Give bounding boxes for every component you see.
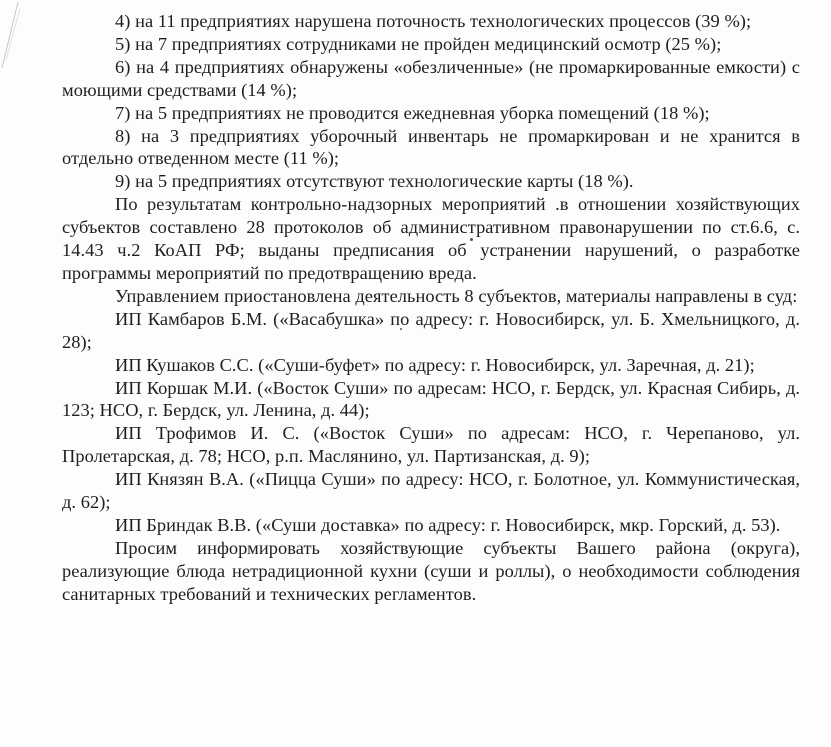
entrepreneur-entry: ИП Кушаков С.С. («Суши-буфет» по адресу: г. Новосибирск, ул. Заречная, д. 21);	[115, 354, 755, 375]
entrepreneur-entry: ИП Бриндак В.В. («Суши доставка» по адресу: г. Новосибирск, мкр. Горский, д. 53).	[115, 514, 781, 535]
list-item-8: 8) на 3 предприятиях уборочный инвентарь не промаркирован и не хранится в отдельно отведенном месте (11 %);	[62, 125, 800, 169]
list-item-5: 5) на 7 предприятиях сотрудниками не пройден медицинский осмотр (25 %);	[115, 33, 722, 54]
list-item-6: 6) на 4 предприятиях обнаружены «обезличенные» (не промаркированные емкости) с моющими средствами (14 %);	[62, 56, 800, 100]
entrepreneur-entry: ИП Князян В.А. («Пицца Суши» по адресу: НСО, г. Болотное, ул. Коммунистическая, д. 62);	[62, 469, 800, 513]
results-paragraph: По результатам контрольно-надзорных мероприятий .в отношении хозяйствующих субъектов составлено 28 протоколов об административном правонарушении по ст.6.6, с. 14.43 ч.2 КоАП РФ; выданы предписания об устранении нарушений, о разработке программы мероприятий по предотвращению вреда.	[62, 194, 800, 283]
list-item-9: 9) на 5 предприятиях отсутствуют технологические карты (18 %).	[115, 171, 634, 192]
request-paragraph: Просим информировать хозяйствующие субъекты Вашего района (округа), реализующие блюда нетрадиционной кухни (суши и роллы), о необходимости соблюдения санитарных требований и технических регламентов.	[62, 537, 800, 604]
entrepreneur-entry: ИП Коршак М.И. («Восток Суши» по адресам: НСО, г. Бердск, ул. Красная Сибирь, д. 123; НСО, г. Бердск, ул. Ленина, д. 44);	[62, 377, 800, 421]
scan-crease-mark	[0, 0, 26, 70]
list-item-7: 7) на 5 предприятиях не проводится ежедневная уборка помещений (18 %);	[115, 102, 710, 123]
entrepreneur-entry: ИП Камбаров Б.М. («Васабушка» по адресу: г. Новосибирск, ул. Б. Хмельницкого, д. 28);	[62, 308, 800, 352]
list-item-4: 4) на 11 предприятиях нарушена поточность технологических процессов (39 %);	[115, 11, 752, 31]
document-body	[62, 10, 800, 606]
entrepreneur-entry: ИП Трофимов И. С. («Восток Суши» по адресам: НСО, г. Черепаново, ул. Пролетарская, д. 78; НСО, р.п. Маслянино, ул. Партизанская, д. 9);	[62, 423, 800, 467]
suspension-paragraph: Управлением приостановлена деятельность 8 субъектов, материалы направлены в суд:	[115, 285, 798, 306]
